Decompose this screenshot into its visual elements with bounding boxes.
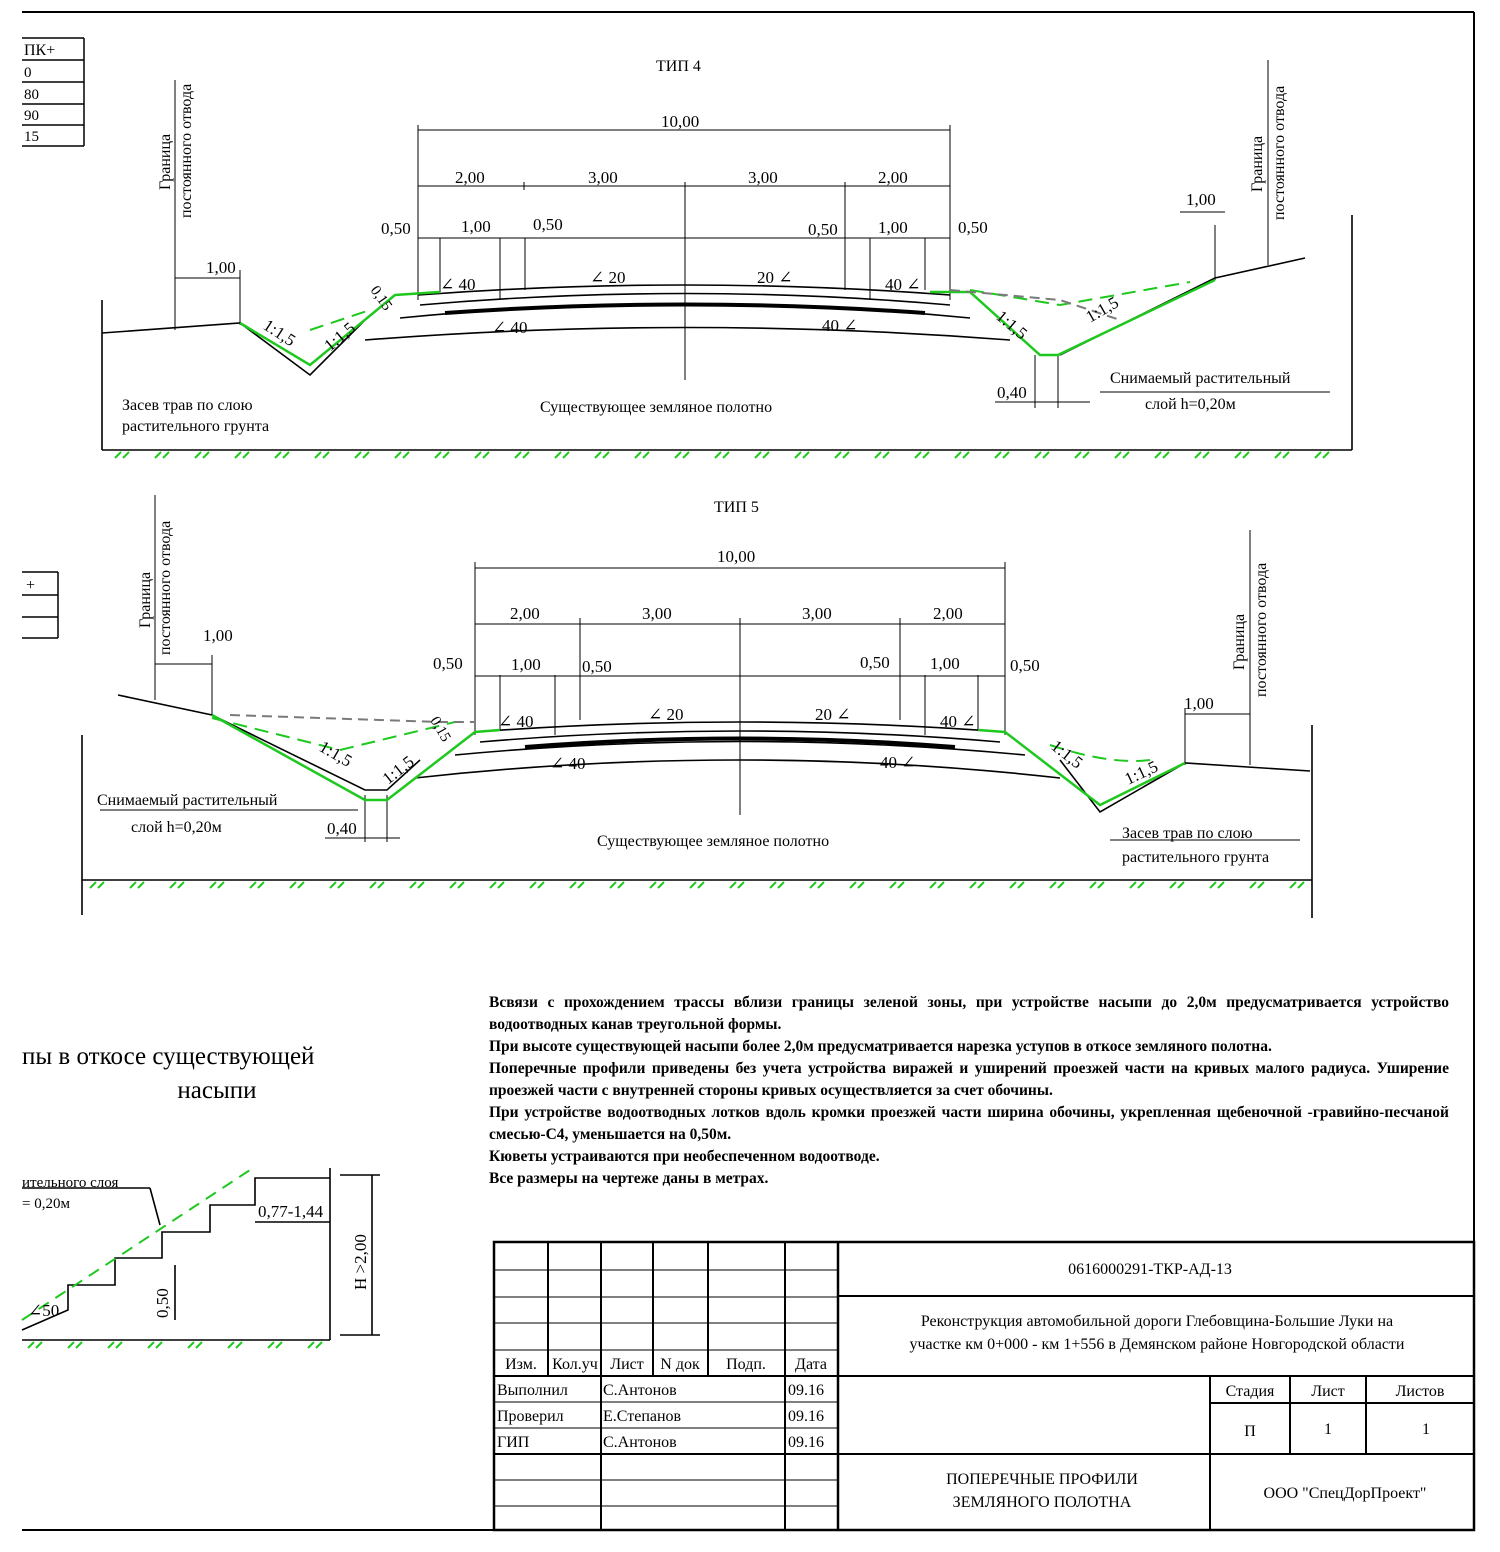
slope-label: 1:1,5 [259,315,300,351]
border-label: постоянного отвода [1271,85,1288,220]
dim-step: 0,77-1,44 [258,1202,324,1221]
note-paragraph: Поперечные профили приведены без учета устройства виражей и уширений проезжей части на кривых малого радиуса. Уширение проезжей части с внутренней стороны кривых осуществляется за счет обочины. [489,1060,1449,1099]
note-paragraph: При высоте существующей насыпи более 2,0м предусматривается нарезка уступов в откосе земляного полотна. [489,1038,1272,1055]
dim-width: 2,00 [933,604,963,623]
angle-label: ∠ 40 [440,275,476,294]
dim-width: 2,00 [510,604,540,623]
dim-edge: 1,00 [878,218,908,237]
note-paragraph: Кюветы устраиваются при необеспеченном водоотводе. [489,1148,880,1165]
angle-label: 20 ∠ [815,705,851,724]
type4-title: ТИП 4 [656,58,701,75]
col-header: Лист [610,1356,644,1373]
sheet-value: 1 [1324,1421,1332,1438]
angle-label: ∠ 20 [590,268,626,287]
pk-header: ПК+ [24,42,56,59]
stage-header: Стадия [1225,1383,1275,1400]
existing-label: Существующее земляное полотно [540,399,773,416]
angle-label: ∠ 40 [550,754,586,773]
dim-0-15: 0,15 [366,283,395,314]
dim-width: 3,00 [642,604,672,623]
dim-total: 10,00 [661,112,700,131]
border-label: Граница [157,133,174,190]
doc-code: 0616000291-ТКР-АД-13 [1068,1261,1232,1278]
dim-width: 2,00 [455,168,485,187]
angle-label: 40 ∠ [940,712,976,731]
dim-edge: 0,50 [808,220,838,239]
slope-label: 1:1,5 [992,306,1032,344]
dim-edge: 0,50 [433,654,463,673]
dim-0-15: 0,15 [426,714,454,745]
pk-row: 0 [24,65,32,81]
dim-0-40: 0,40 [997,383,1027,402]
dim-edge: 1,00 [461,217,491,236]
note-paragraph: Все размеры на чертеже даны в метрах. [489,1170,769,1187]
dim-1-00: 1,00 [206,258,236,277]
signer-date: 09.16 [788,1434,824,1451]
slope-label: 1:1,5 [378,751,418,789]
dim-1-00: 1,00 [203,626,233,645]
dim-total: 10,00 [717,547,756,566]
col-header: N док [660,1356,700,1373]
signer-date: 09.16 [788,1408,824,1425]
angle-label: ∠ 40 [492,318,528,337]
company-name: ООО "СпецДорПроект" [1263,1485,1427,1502]
dim-h: H >2,00 [351,1234,370,1290]
border-label: постоянного отвода [157,520,174,655]
sheets-header: Листов [1395,1383,1445,1400]
project-name: Реконструкция автомобильной дороги Глебовщина-Большие Луки на [920,1313,1394,1330]
stub-label: = 0,20м [22,1196,70,1212]
col-header: Кол.уч [552,1356,598,1373]
type4-profile [22,38,1352,458]
drawing-title: ПОПЕРЕЧНЫЕ ПРОФИЛИ [946,1471,1138,1488]
border-label: Граница [1249,135,1266,192]
steps-title-line: пы в откосе существующей [22,1043,315,1070]
dim-width: 2,00 [878,168,908,187]
dim-1-00: 1,00 [1186,190,1216,209]
col-header: Дата [795,1356,827,1373]
dim-width: 3,00 [802,604,832,623]
slope-label: 1:1,5 [1082,292,1122,327]
note-paragraph: Всвязи с прохождением трассы вблизи границы зеленой зоны, при устройстве насыпи до 2,0м предусматривается устройство водоотводных канав треугольной формы. [489,994,1449,1033]
type5-profile [22,495,1312,918]
steps-title-line: насыпи [177,1077,257,1104]
drawing-title: ЗЕМЛЯНОГО ПОЛОТНА [952,1494,1132,1511]
seed-note: растительного грунта [122,418,270,435]
steps-detail-title [22,1040,412,1108]
border-label: Граница [137,571,154,628]
dim-width: 3,00 [748,168,778,187]
sheets-value: 1 [1422,1421,1430,1438]
dim-edge: 0,50 [1010,656,1040,675]
col-header: Подп. [726,1356,766,1373]
angle-label: 20 ∠ [757,268,793,287]
slope-label: 1:1,5 [320,318,359,356]
dim-edge: 1,00 [930,654,960,673]
signer-name: Е.Степанов [603,1408,682,1425]
dim-edge: 0,50 [381,219,411,238]
note-paragraph: При устройстве водоотводных лотков вдоль кромки проезжей части ширина обочины, укрепленная щебеночной -гравийно-песчаной смесью-С4, уменьшается на 0,50м. [489,1104,1449,1143]
signer-name: С.Антонов [603,1434,677,1451]
signer-date: 09.16 [788,1382,824,1399]
pk-row: 90 [24,108,39,124]
existing-label: Существующее земляное полотно [597,833,830,850]
col-header: Изм. [505,1356,537,1373]
steps-detail [22,1168,380,1348]
pk-row: 15 [24,129,39,145]
strip-note: Снимаемый растительный [97,792,278,809]
signer-role: Выполнил [497,1382,568,1399]
pk-header: + [26,577,36,594]
signer-role: Проверил [497,1408,564,1425]
seed-note: Засев трав по слою [122,397,253,414]
angle-label: ∠ 40 [498,712,534,731]
slope-label: 1:1,5 [1121,756,1161,789]
dim-edge: 0,50 [582,657,612,676]
seed-note: растительного грунта [1122,849,1270,866]
border-label: постоянного отвода [1253,562,1270,697]
stub-label: ительного слоя [22,1175,119,1191]
pk-row: 80 [24,87,39,103]
strip-note: слой h=0,20м [1145,396,1236,413]
strip-note: слой h=0,20м [131,819,222,836]
signer-role: ГИП [497,1434,530,1451]
angle-label: 40 ∠ [880,753,916,772]
dim-050: 0,50 [153,1288,172,1318]
project-name: участке км 0+000 - км 1+556 в Демянском районе Новгородской области [909,1336,1405,1353]
dim-1-00: 1,00 [1184,694,1214,713]
dim-edge: 0,50 [860,653,890,672]
title-block-text [497,1261,1445,1511]
angle-label: ∠ 20 [648,705,684,724]
strip-note: Снимаемый растительный [1110,370,1291,387]
dim-width: 3,00 [588,168,618,187]
general-notes [489,992,1449,1190]
border-label: постоянного отвода [178,83,195,218]
signer-name: С.Антонов [603,1382,677,1399]
type5-title: ТИП 5 [714,499,759,516]
dim-edge: 0,50 [958,218,988,237]
slope-label: 1:1,5 [316,737,356,771]
stage-value: П [1244,1423,1256,1440]
dim-edge: 1,00 [511,655,541,674]
sheet-header: Лист [1311,1383,1345,1400]
dim-0-40: 0,40 [327,819,357,838]
angle-label: 40 ∠ [822,316,858,335]
seed-note: Засев трав по слою [1122,825,1253,842]
border-label: Граница [1231,613,1248,670]
dim-edge: 0,50 [533,215,563,234]
angle-label: 40 ∠ [885,275,921,294]
slope-label: 1:1,5 [1047,736,1087,773]
angle-label: ∠50 [28,1301,60,1320]
